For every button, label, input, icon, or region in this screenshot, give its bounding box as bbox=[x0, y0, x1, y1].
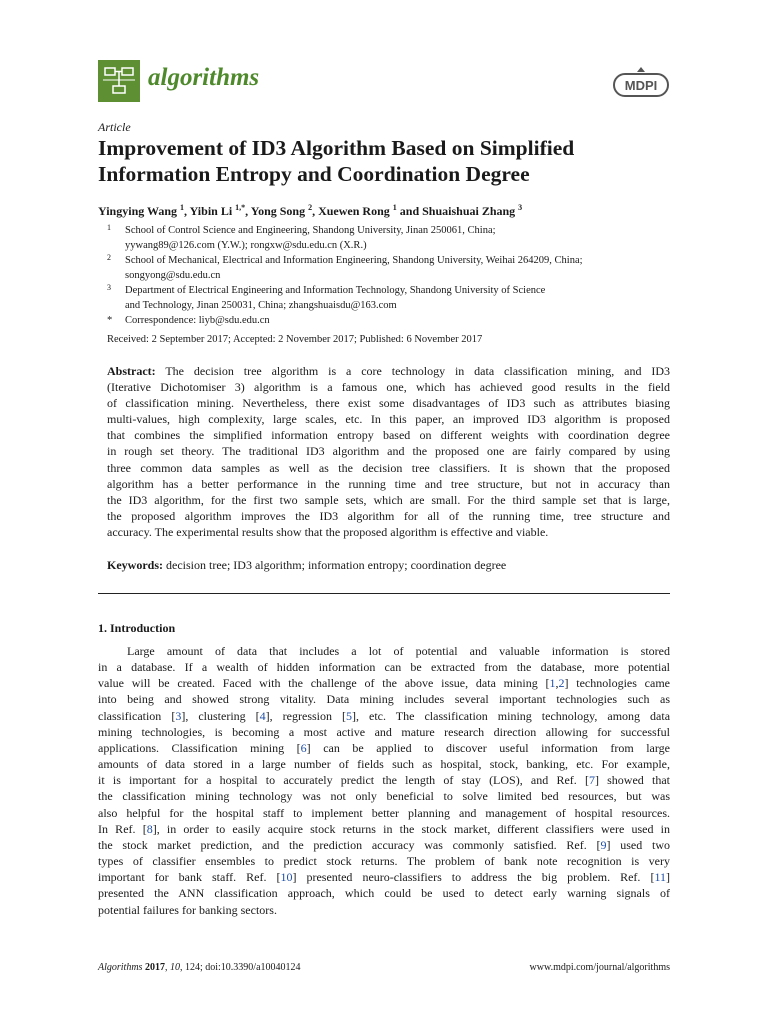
body-line: the stock market prediction, and the prediction accuracy was commonly satisfied. Ref. [9] used two bbox=[98, 837, 670, 852]
article-type: Article bbox=[98, 120, 131, 134]
body-line: it is important for a hospital to accurately predict the length of stay (LOS), and Ref. [7] showed that bbox=[98, 773, 670, 788]
keywords-label: Keywords: bbox=[107, 558, 163, 572]
keywords bbox=[107, 558, 506, 573]
citation-link[interactable]: 8 bbox=[146, 821, 153, 836]
affiliation-1 bbox=[98, 223, 678, 253]
body-line: also helpful for the hospital staff to implement better planning and management of hospital resources. bbox=[98, 805, 670, 820]
abstract-line: that combines the simplified information entropy based on different weights with coordination degree bbox=[107, 428, 670, 443]
title-line: Improvement of ID3 Algorithm Based on Simplified bbox=[98, 136, 575, 160]
affiliation-line: School of Mechanical, Electrical and Information Engineering, Shandong University, Weihai 264209, China; bbox=[125, 255, 583, 266]
citation-link[interactable]: 5 bbox=[346, 708, 353, 723]
body-line: Large amount of data that includes a lot of potential and valuable information is stored bbox=[127, 644, 670, 658]
citation-link[interactable]: 6 bbox=[300, 740, 307, 755]
abstract-line: in rough set theory. The traditional ID3 algorithm and the proposed one are fairly compared by using bbox=[107, 444, 670, 459]
section-divider bbox=[98, 593, 670, 594]
citation-text: Algorithms 2017, 10, 124; doi:10.3390/a10040124 bbox=[98, 962, 301, 973]
affiliation-line: Correspondence: liyb@sdu.edu.cn bbox=[125, 315, 270, 326]
body-line: important for bank staff. Ref. [10] presented neuro-classifiers to address the big problem. Ref. [11] bbox=[98, 870, 671, 885]
body-line: into being and showed strong vitality. Data mining includes several important technologies such as bbox=[98, 692, 670, 707]
section-heading-introduction: 1. Introduction bbox=[98, 621, 176, 635]
publisher-name: MDPI bbox=[624, 78, 658, 93]
abstract-label: Abstract: bbox=[107, 364, 156, 378]
affiliation-mark: 2 bbox=[107, 253, 111, 262]
footer-url[interactable]: www.mdpi.com/journal/algorithms bbox=[529, 962, 670, 973]
journal-logo-icon bbox=[98, 60, 140, 102]
publication-dates: Received: 2 September 2017; Accepted: 2 November 2017; Published: 6 November 2017 bbox=[107, 334, 483, 345]
affiliation-mark: * bbox=[107, 315, 113, 326]
body-line: the classification mining technology was not only beneficial to solve limited bed resources, but was bbox=[98, 789, 670, 804]
citation-link[interactable]: 7 bbox=[588, 773, 595, 788]
abstract bbox=[107, 363, 670, 540]
title-line: Information Entropy and Coordination Degree bbox=[98, 162, 530, 186]
citation-link[interactable]: 2 bbox=[558, 676, 565, 691]
journal-name: algorithms bbox=[148, 64, 260, 91]
abstract-line: (Iterative Dichotomiser 3) algorithm is a famous one, which has achieved good results in the field bbox=[107, 380, 670, 395]
abstract-line: the proposed algorithm improves the ID3 algorithm for all of the running time, tree structure and bbox=[107, 508, 670, 523]
affiliation-line: songyong@sdu.edu.cn bbox=[125, 270, 221, 281]
authors-text: Yingying Wang $^1$, Yibin Li $^{1,*}$, Yong Song $^2$, Xuewen Rong $^1$ and Shuaishuai Zhang $^3$ bbox=[98, 203, 523, 218]
mdpi-logo bbox=[612, 66, 670, 100]
citation-link[interactable]: 10 bbox=[280, 870, 293, 885]
affiliation-line: and Technology, Jinan 250031, China; zhangshuaisdu@163.com bbox=[125, 300, 397, 311]
affiliation-3 bbox=[98, 283, 678, 313]
paper-title bbox=[98, 135, 678, 187]
abstract-line: algorithm has a better performance in the running time and tree structure, but not in accuracy than bbox=[107, 476, 670, 491]
body-line: value will be created. Faced with the challenge of the above issue, data mining [1,2] technologies came bbox=[98, 676, 670, 691]
affiliation-line: yywang89@126.com (Y.W.); rongxw@sdu.edu.cn (X.R.) bbox=[125, 240, 367, 251]
abstract-line bbox=[107, 363, 670, 379]
abstract-line: accuracy. The experimental results show that the proposed algorithm is effective and viable. bbox=[107, 524, 549, 539]
abstract-text: The decision tree algorithm is a core technology in data classification mining, and ID3 bbox=[165, 364, 670, 378]
citation-link[interactable]: 3 bbox=[175, 708, 182, 723]
affiliation-2 bbox=[98, 253, 678, 283]
correspondence bbox=[98, 313, 678, 328]
citation-link[interactable]: 11 bbox=[654, 870, 667, 885]
body-line: applications. Classification mining [6] can be applied to discover useful information from large bbox=[98, 740, 670, 755]
affiliation-mark: 1 bbox=[107, 223, 111, 232]
body-line: in a database. If a wealth of hidden information can be extracted from the database, more potential bbox=[98, 660, 670, 675]
introduction-body bbox=[98, 643, 670, 918]
body-line: In Ref. [8], in order to easily acquire stock returns in the stock market, different classifiers were used in bbox=[98, 821, 670, 836]
body-line: presented the ANN classification approach, which could be used to detect early warning signals of bbox=[98, 886, 670, 901]
affiliation-mark: 3 bbox=[107, 283, 111, 292]
citation-link[interactable]: 1 bbox=[549, 676, 556, 691]
abstract-line: of classification mining. Nevertheless, there exist some disadvantages of ID3 such as attributes biasing bbox=[107, 396, 670, 411]
body-line: types of classifier ensembles to predict stock returns. The problem of bank note recognition is very bbox=[98, 854, 670, 869]
author-list bbox=[98, 203, 522, 219]
body-line: amounts of data stored in a large number of fields such as hospital, stock, banking, etc. For example, bbox=[98, 757, 670, 772]
affiliations bbox=[98, 223, 678, 328]
citation-link[interactable]: 4 bbox=[259, 708, 266, 723]
body-line: classification [3], clustering [4], regression [5], etc. The classification mining technology, among data bbox=[98, 708, 671, 723]
citation-link[interactable]: 9 bbox=[600, 837, 607, 852]
affiliation-line: School of Control Science and Engineering, Shandong University, Jinan 250061, China; bbox=[125, 225, 496, 236]
abstract-line: three common data samples as well as the decision tree classifiers. It is shown that the proposed bbox=[107, 460, 670, 475]
abstract-line: the ID3 algorithm, for the first two sample sets, which are small. For the third sample set that is large, bbox=[107, 492, 670, 507]
affiliation-line: Department of Electrical Engineering and Information Technology, Shandong University of Science bbox=[125, 285, 546, 296]
body-line: mining technologies, is becoming a most active and mature research direction allowing for successful bbox=[98, 724, 670, 739]
abstract-line: multi-values, high complexity, large scales, etc. In this paper, an improved ID3 algorithm is proposed bbox=[107, 412, 670, 427]
footer-citation bbox=[98, 962, 301, 973]
body-line: potential failures for banking sectors. bbox=[98, 902, 277, 917]
keywords-text: decision tree; ID3 algorithm; information entropy; coordination degree bbox=[166, 558, 507, 572]
journal-header bbox=[98, 58, 670, 104]
